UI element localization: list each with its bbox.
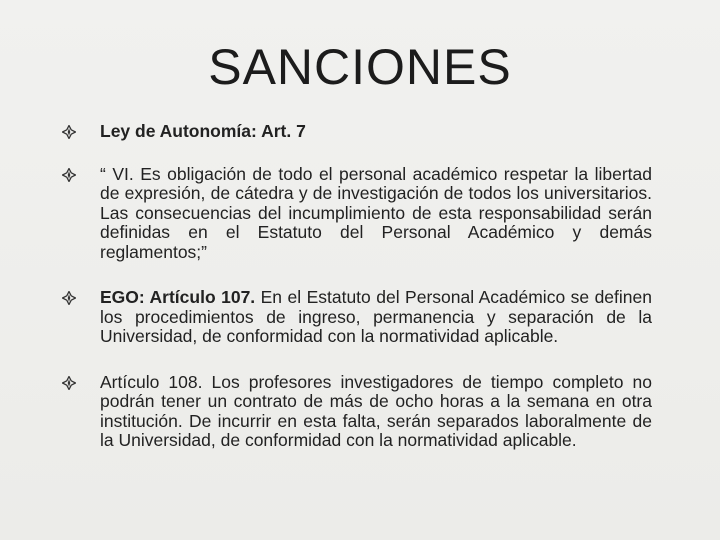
bullet-list	[62, 122, 652, 477]
bullet-bold-text: Ley de Autonomía: Art. 7	[100, 121, 306, 141]
bullet-text: En el Estatuto del Personal Académico se definen los procedimientos de ingreso, permanencia y separación de la Universidad, de conformidad con la normatividad aplicable.	[100, 287, 652, 346]
list-item	[62, 122, 652, 142]
list-item	[62, 165, 652, 263]
list-item	[62, 373, 652, 451]
diamond-clover-bullet-icon	[62, 168, 76, 182]
diamond-clover-bullet-icon	[62, 376, 76, 390]
bullet-text: “ VI. Es obligación de todo el personal académico respetar la libertad de expresión, de cátedra y de investigación de todos los universitarios. Las consecuencias del incumplimiento de esta responsabilidad serán definidas en el Estatuto del Personal Académico y demás reglamentos;”	[100, 163, 652, 262]
diamond-clover-bullet-icon	[62, 125, 76, 139]
bullet-text: Artículo 108. Los profesores investigadores de tiempo completo no podrán tener un contrato de más de ocho horas a la semana en otra institución. De incurrir en esta falta, serán separados laboralmente de la Universidad, de conformidad con la normatividad aplicable.	[100, 371, 652, 450]
list-item	[62, 288, 652, 347]
diamond-clover-bullet-icon	[62, 291, 76, 305]
bullet-bold-text: EGO: Artículo 107.	[100, 287, 256, 307]
page-title: SANCIONES	[208, 39, 512, 95]
